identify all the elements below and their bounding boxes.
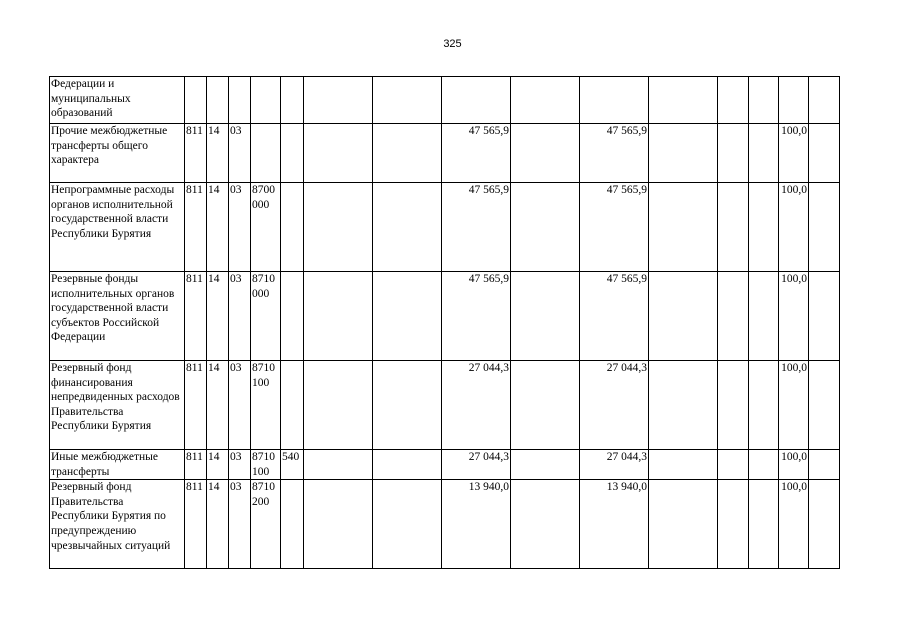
- page-number: 325: [443, 38, 462, 50]
- csr-cell: [251, 124, 281, 183]
- empty-cell: [749, 361, 779, 450]
- rz-cell: [207, 77, 229, 124]
- rz-cell: 14: [207, 272, 229, 361]
- empty-cell: [304, 450, 373, 480]
- empty-cell: [809, 183, 840, 272]
- empty-cell: [718, 183, 749, 272]
- empty-cell: [304, 272, 373, 361]
- empty-cell: [809, 124, 840, 183]
- table-row: [50, 124, 840, 183]
- table-row: [50, 480, 840, 569]
- ved-cell: 811: [185, 272, 207, 361]
- row-name: Прочие межбюджетные трансферты общего характера: [50, 124, 185, 183]
- table-row: [50, 361, 840, 450]
- empty-cell: [749, 272, 779, 361]
- rz-cell: 14: [207, 361, 229, 450]
- empty-cell: [373, 450, 442, 480]
- empty-cell: [373, 77, 442, 124]
- empty-cell: [809, 480, 840, 569]
- empty-cell: [749, 77, 779, 124]
- amount-cell: 13 940,0: [580, 480, 649, 569]
- empty-cell: [649, 361, 718, 450]
- empty-cell: [809, 361, 840, 450]
- pr-cell: 03: [229, 480, 251, 569]
- row-name: Иные межбюджетные трансферты: [50, 450, 185, 480]
- rz-cell: 14: [207, 480, 229, 569]
- empty-cell: [373, 361, 442, 450]
- empty-cell: [304, 480, 373, 569]
- amount-cell: 27 044,3: [580, 361, 649, 450]
- pr-cell: 03: [229, 272, 251, 361]
- empty-cell: [809, 77, 840, 124]
- empty-cell: [511, 450, 580, 480]
- empty-cell: [304, 77, 373, 124]
- empty-cell: [373, 480, 442, 569]
- empty-cell: [649, 450, 718, 480]
- percent-cell: [779, 77, 809, 124]
- empty-cell: [649, 124, 718, 183]
- pr-cell: 03: [229, 450, 251, 480]
- pr-cell: 03: [229, 361, 251, 450]
- amount-cell: 27 044,3: [442, 361, 511, 450]
- ved-cell: 811: [185, 124, 207, 183]
- ved-cell: 811: [185, 361, 207, 450]
- empty-cell: [511, 361, 580, 450]
- vr-cell: [281, 272, 304, 361]
- table-row: [50, 183, 840, 272]
- empty-cell: [304, 124, 373, 183]
- vr-cell: [281, 480, 304, 569]
- vr-cell: 540: [281, 450, 304, 480]
- vr-cell: [281, 361, 304, 450]
- empty-cell: [511, 77, 580, 124]
- rz-cell: 14: [207, 124, 229, 183]
- ved-cell: 811: [185, 183, 207, 272]
- empty-cell: [718, 124, 749, 183]
- empty-cell: [649, 480, 718, 569]
- empty-cell: [649, 77, 718, 124]
- percent-cell: 100,0: [779, 124, 809, 183]
- empty-cell: [511, 124, 580, 183]
- amount-cell: 47 565,9: [580, 183, 649, 272]
- empty-cell: [749, 480, 779, 569]
- percent-cell: 100,0: [779, 361, 809, 450]
- empty-cell: [373, 124, 442, 183]
- ved-cell: [185, 77, 207, 124]
- amount-cell: [442, 77, 511, 124]
- vr-cell: [281, 183, 304, 272]
- ved-cell: 811: [185, 480, 207, 569]
- pr-cell: [229, 77, 251, 124]
- amount-cell: 47 565,9: [442, 183, 511, 272]
- table-row: [50, 450, 840, 480]
- percent-cell: 100,0: [779, 183, 809, 272]
- pr-cell: 03: [229, 124, 251, 183]
- empty-cell: [373, 183, 442, 272]
- empty-cell: [304, 183, 373, 272]
- amount-cell: 47 565,9: [442, 124, 511, 183]
- empty-cell: [718, 450, 749, 480]
- empty-cell: [718, 77, 749, 124]
- budget-table: [49, 76, 840, 569]
- percent-cell: 100,0: [779, 272, 809, 361]
- amount-cell: 13 940,0: [442, 480, 511, 569]
- row-name: Резервный фонд Правительства Республики Бурятия по предупреждению чрезвычайных ситуаций: [50, 480, 185, 569]
- empty-cell: [511, 480, 580, 569]
- amount-cell: 47 565,9: [580, 124, 649, 183]
- table-row: [50, 77, 840, 124]
- empty-cell: [718, 480, 749, 569]
- csr-cell: 8710 100: [251, 361, 281, 450]
- vr-cell: [281, 77, 304, 124]
- empty-cell: [809, 272, 840, 361]
- csr-cell: 8710 000: [251, 272, 281, 361]
- percent-cell: 100,0: [779, 450, 809, 480]
- percent-cell: 100,0: [779, 480, 809, 569]
- amount-cell: 47 565,9: [442, 272, 511, 361]
- empty-cell: [749, 124, 779, 183]
- csr-cell: [251, 77, 281, 124]
- row-name: Федерации и муниципальных образований: [50, 77, 185, 124]
- empty-cell: [511, 272, 580, 361]
- amount-cell: [580, 77, 649, 124]
- table-row: [50, 272, 840, 361]
- csr-cell: 8710 200: [251, 480, 281, 569]
- empty-cell: [718, 361, 749, 450]
- empty-cell: [749, 183, 779, 272]
- ved-cell: 811: [185, 450, 207, 480]
- empty-cell: [809, 450, 840, 480]
- empty-cell: [649, 183, 718, 272]
- row-name: Непрограммные расходы органов исполнительной государственной власти Республики Бурятия: [50, 183, 185, 272]
- empty-cell: [511, 183, 580, 272]
- csr-cell: 8710 100: [251, 450, 281, 480]
- empty-cell: [749, 450, 779, 480]
- rz-cell: 14: [207, 183, 229, 272]
- empty-cell: [373, 272, 442, 361]
- pr-cell: 03: [229, 183, 251, 272]
- vr-cell: [281, 124, 304, 183]
- row-name: Резервный фонд финансирования непредвиденных расходов Правительства Республики Бурятия: [50, 361, 185, 450]
- csr-cell: 8700 000: [251, 183, 281, 272]
- amount-cell: 47 565,9: [580, 272, 649, 361]
- empty-cell: [649, 272, 718, 361]
- row-name: Резервные фонды исполнительных органов государственной власти субъектов Российской Федерации: [50, 272, 185, 361]
- empty-cell: [718, 272, 749, 361]
- empty-cell: [304, 361, 373, 450]
- rz-cell: 14: [207, 450, 229, 480]
- amount-cell: 27 044,3: [442, 450, 511, 480]
- amount-cell: 27 044,3: [580, 450, 649, 480]
